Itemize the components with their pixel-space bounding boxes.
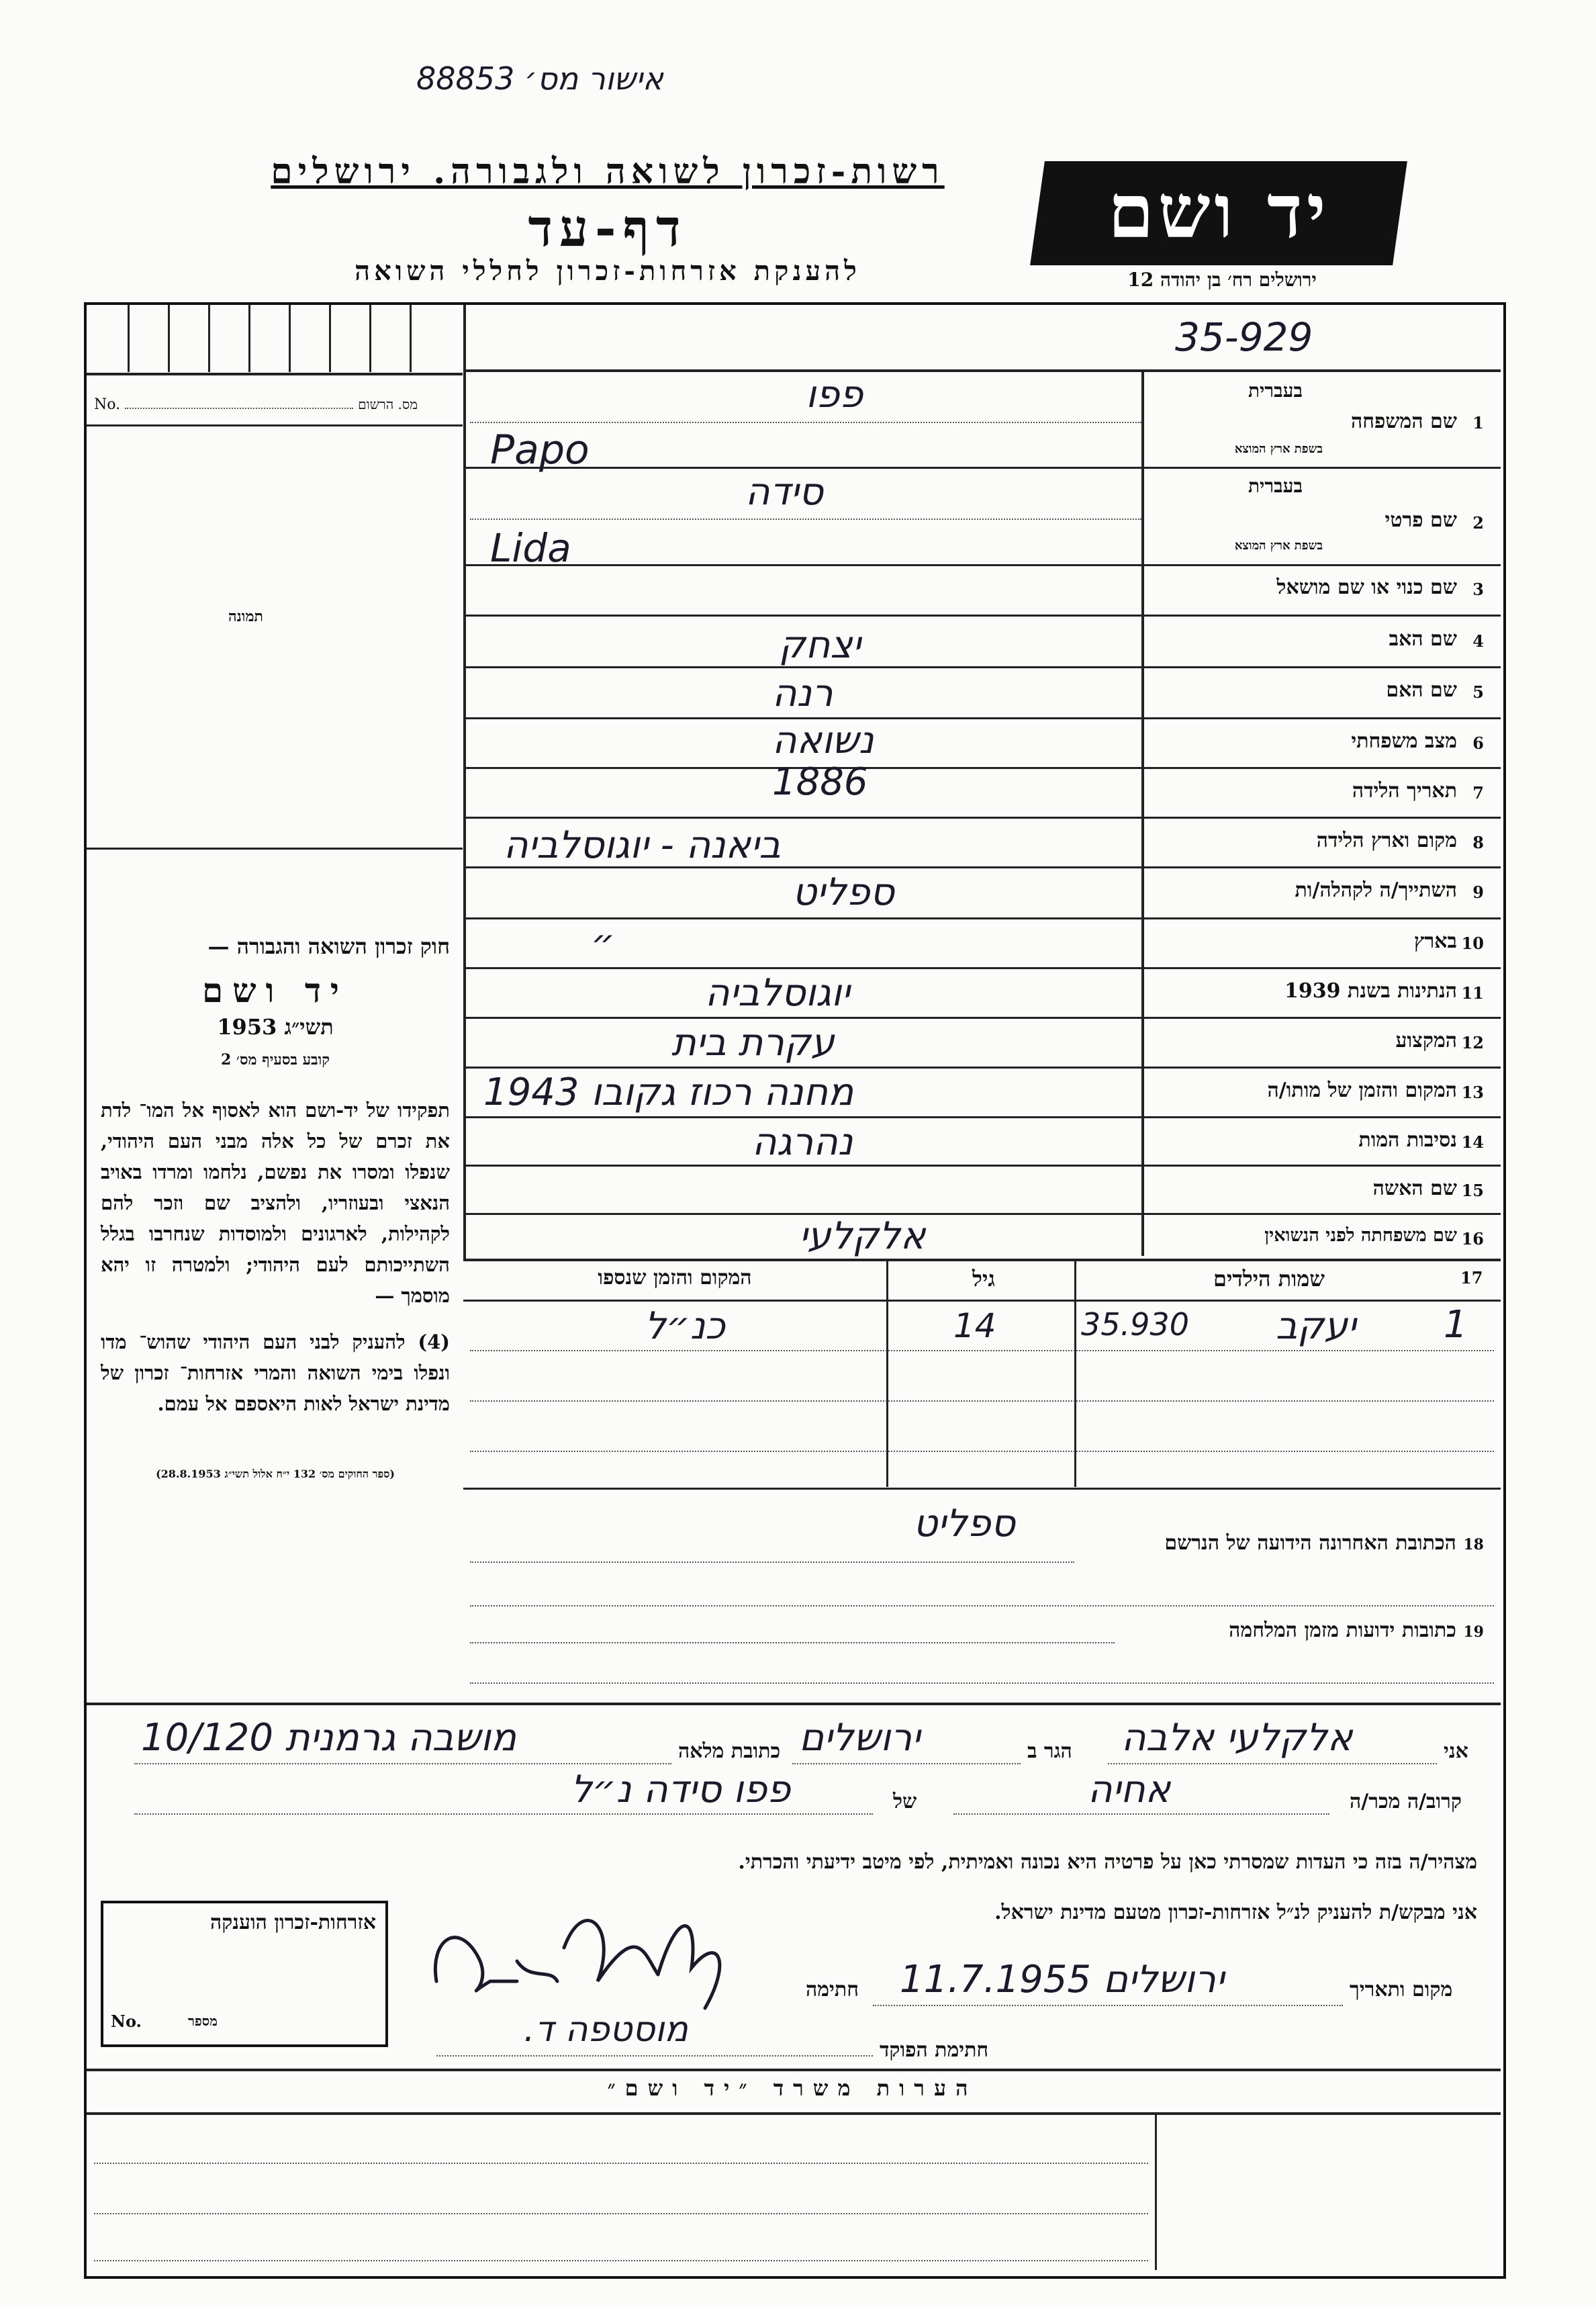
field-label-1: שם המשפחה: [1350, 410, 1457, 433]
field-label-2: שם פרטי: [1384, 508, 1457, 532]
marital-status-value: נשואה: [772, 719, 874, 762]
field-label-11: הנתינות בשנת 1939: [1284, 979, 1457, 1003]
law-text: תפקידו של יד-ושם הוא לאסוף אל המו־ לדת את זכרם של כל אלה מבני העם היהודי, שנפלו ומסרו את נפשם, נלחמו ומרדו באויב הנאצי ובעוזריו, ולהציב שם וזכר להם לקהילות, לארגונים ולמוסדות שנחרבו בגלל השתייכותם לעם היהודי; ולמטרה זו יהא מוסמך —: [101, 1099, 450, 1307]
field-label-3: שם כנוי או שם מושאל: [1276, 576, 1457, 599]
law-clause: (4) להעניק לבני העם היהודי שהוש־ מדו ונפלו בימי השואה והמרי אזרחות־ זכרון של מדינת ישראל לאות היאספם אל עמם.: [101, 1330, 450, 1415]
declarant-full-address: מושבה גרמנית 10/120: [141, 1716, 517, 1760]
authority-title: רשות-זכרון לשואה ולגבורה. ירושלים: [271, 151, 945, 192]
field-row-4: 4 שם האב: [1389, 627, 1484, 651]
col-place-time: המקום והזמן שנספו: [598, 1266, 752, 1290]
logo-address: ירושלים רח׳ בן יהודה 12: [1127, 269, 1317, 291]
birth-place-value: ביאנה - יוגוסלביה: [504, 823, 781, 867]
reg-no-hebrew: מס. הרשום: [358, 396, 418, 412]
field-label-15: שם האשה: [1372, 1177, 1457, 1200]
law-reference: (ספר החוקים מס׳ 132 י״ח אלול תשי״ג 28.8.1953): [156, 1467, 395, 1480]
photo-label: תמונה: [228, 608, 263, 625]
yad-vashem-logo: [1030, 161, 1407, 265]
field-row-13: 13 המקום והזמן של מותו/ה: [1267, 1079, 1484, 1102]
death-circumstances-value: נהרגה: [752, 1120, 853, 1164]
child-index: 1: [1444, 1303, 1468, 1347]
place-date-label: מקום ותאריך: [1350, 1978, 1453, 2001]
law-heading: חוק זכרון השואה והגבורה —: [207, 934, 450, 959]
child-age: 14: [953, 1306, 996, 1345]
approval-label: אישור מס׳: [524, 60, 663, 97]
stamp-box-title: אזרחות-זכרון הוענקה: [209, 1911, 376, 1934]
community-value: ספליט: [792, 870, 894, 914]
officer-name: מוסטפה ד.: [524, 2009, 688, 2050]
field-label-5: שם האם: [1386, 678, 1457, 702]
page-subtitle: להענקת אזרחות-זכרון לחללי השואה: [355, 255, 861, 287]
reg-no-label: No.: [94, 396, 121, 413]
request-text: אני מבקש/ת להעניק לנ״ל אזרחות-זכרון מטעם מדינת ישראל.: [994, 1901, 1477, 1924]
page-title: דף-עד: [528, 198, 688, 258]
first-name-hebrew: סידה: [745, 470, 824, 514]
first-name-native: Lida: [490, 525, 571, 571]
logo-text: יד ושם: [1107, 168, 1330, 255]
field-row-1: 1 שם המשפחה בעברית בשפת ארץ המוצא: [1234, 379, 1484, 456]
of-person: פפו סידה נ״ל: [571, 1768, 791, 1811]
reg-no-field: [94, 396, 418, 413]
declarant-relation: אחיה: [1088, 1768, 1171, 1811]
law-year: תשי״ג 1953: [217, 1014, 334, 1040]
declarant-i-label: אני: [1444, 1739, 1468, 1763]
stamp-box-number-label: מספר: [188, 2013, 218, 2029]
col-age: גיל: [972, 1266, 995, 1292]
signature-label: חתימה: [806, 1978, 859, 2001]
maiden-name-value: אלקלעי: [799, 1214, 926, 1258]
field-row-5: 5 שם האם: [1386, 678, 1484, 702]
birth-date-value: 1886: [772, 760, 868, 804]
family-name-native: Papo: [490, 426, 590, 473]
field-row-9: 9 השתייך/ה לקהלה/ות: [1295, 878, 1484, 902]
citizenship-1939-value: יוגוסלביה: [705, 971, 850, 1015]
stamp-box-no-label: No.: [111, 2012, 142, 2031]
field-label-12: המקצוע: [1395, 1029, 1457, 1052]
field-sub-hebrew-2: בעברית: [1248, 475, 1303, 497]
field-row-6: 6 מצב משפחתי: [1351, 729, 1484, 753]
declarant-signature: [416, 1881, 765, 2022]
field-sub-native-1: בשפת ארץ המוצא: [1234, 442, 1323, 456]
profession-value: עקרת בית: [671, 1021, 835, 1065]
field-label-13: המקום והזמן של מותו/ה: [1267, 1079, 1457, 1102]
field-row-11: 11 הנתינות בשנת 1939: [1284, 979, 1484, 1003]
country-value: ״: [591, 921, 616, 965]
field-label-10: בארץ: [1413, 930, 1457, 953]
declaration-text: מצהיר/ה בזה כי העדות שמסרתי כאן על פרטיה היא נכונה ואמיתית, לפי מיטב ידיעתי והכרתי.: [738, 1850, 1477, 1874]
field-row-2: 2 שם פרטי בעברית בשפת ארץ המוצא: [1234, 475, 1484, 553]
office-notes-title: הערות משרד ״יד ושם״: [607, 2075, 978, 2101]
field-row-15: 15 שם האשה: [1372, 1177, 1484, 1200]
child-name: יעקב: [1276, 1304, 1356, 1348]
father-name-value: יצחק: [779, 623, 861, 667]
relative-label: קרוב/ה מכר/ה: [1350, 1790, 1462, 1813]
field-label-4: שם האב: [1389, 627, 1457, 651]
field-row-3: 3 שם כנוי או שם מושאל: [1276, 576, 1484, 599]
field-label-16: שם משפחתה לפני הנשואין: [1264, 1225, 1457, 1246]
field-row-7: 7 תאריך הלידה: [1352, 779, 1484, 803]
declarant-city: ירושלים: [799, 1716, 921, 1760]
record-number: 35-929: [1175, 314, 1313, 360]
field-label-7: תאריך הלידה: [1352, 779, 1457, 803]
officer-label: חתימת הפוקד: [880, 2038, 989, 2062]
law-name: יד ושם: [202, 970, 348, 1010]
children-num: 17: [1460, 1268, 1483, 1287]
of-label: של: [893, 1790, 917, 1813]
field-label-14: נסיבות המות: [1358, 1128, 1457, 1152]
field-sub-native-2: בשפת ארץ המוצא: [1234, 539, 1323, 553]
field-row-14: 14 נסיבות המות: [1358, 1128, 1484, 1152]
full-address-label: כתובת מלאה: [678, 1739, 781, 1763]
field-label-6: מצב משפחתי: [1351, 729, 1457, 753]
family-name-hebrew: פפו: [806, 373, 863, 416]
approval-number: [416, 60, 663, 97]
field-row-16: 16 שם משפחתה לפני הנשואין: [1264, 1225, 1484, 1249]
last-address-value: ספליט: [913, 1502, 1015, 1545]
law-section: קובע בסעיף מס׳ 2: [220, 1051, 330, 1069]
col-children-names: שמות הילדים: [1213, 1266, 1325, 1292]
child-record-number: 35.930: [1081, 1306, 1189, 1343]
approval-value: 88853: [416, 60, 515, 97]
field-row-12: 12 המקצוע: [1395, 1029, 1484, 1052]
child-death-place: כנ״ל: [645, 1304, 725, 1348]
declarant-name: אלקלעי אלבה: [1121, 1716, 1353, 1760]
place-date-value: ירושלים 11.7.1955: [900, 1958, 1225, 2001]
death-place-time-value: מחנה רכוז גקובו 1943: [483, 1071, 854, 1114]
mother-name-value: רנה: [772, 672, 833, 715]
field-label-8: מקום וארץ הלידה: [1316, 829, 1457, 852]
field-label-9: השתייך/ה לקהלה/ות: [1295, 878, 1457, 902]
resident-label: הגר ב: [1027, 1739, 1072, 1763]
wartime-addresses-label: 19 כתובות ידועות מזמן המלחמה: [1229, 1619, 1484, 1642]
field-sub-hebrew-1: בעברית: [1248, 379, 1303, 402]
field-row-8: 8 מקום וארץ הלידה: [1316, 829, 1484, 852]
last-address-label: 18 הכתובת האחרונה הידועה של הנרשם: [1164, 1531, 1484, 1555]
field-row-10: 10 בארץ: [1413, 930, 1484, 953]
